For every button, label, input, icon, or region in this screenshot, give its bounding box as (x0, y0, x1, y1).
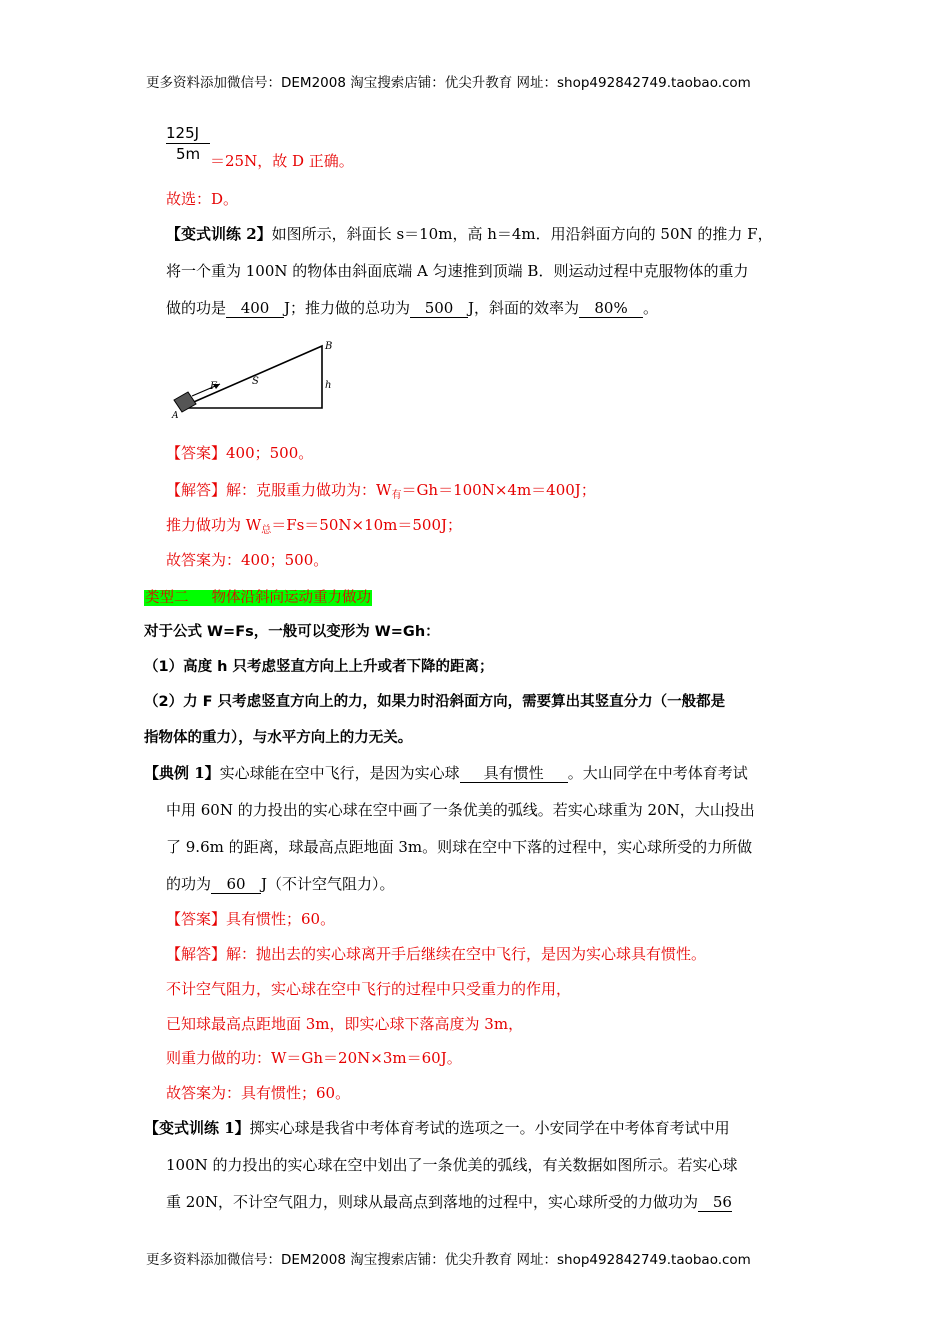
variant2-text3d: 。 (643, 299, 659, 317)
example1-line4 (166, 874, 395, 894)
variant2-line2: 将一个重为 100N 的物体由斜面底端 A 匀速推到顶端 B．则运动过程中克服物体的重力 (166, 262, 749, 280)
variant1-line2: 100N 的力投出的实心球在空中划出了一条优美的弧线，有关数据如图所示。若实心球 (166, 1156, 738, 1174)
variant1-line3 (166, 1192, 732, 1212)
label-h: h (325, 380, 332, 391)
label-F: F (210, 381, 217, 392)
variant1-tag: 【变式训练 1】 (144, 1119, 250, 1137)
example1-sol1-text: 解：抛出去的实心球离开手后继续在空中飞行，是因为实心球具有惯性。 (226, 945, 707, 963)
example1-text1a: 实心球能在空中飞行，是因为实心球 (219, 764, 460, 782)
block-object (174, 392, 196, 412)
variant2-solution1 (166, 480, 596, 503)
example1-line1 (144, 763, 748, 783)
solution-tag: 【解答】 (166, 481, 227, 499)
type2-p3: （2）力 F 只考虑竖直方向上的力，如果力时沿斜面方向，需要算出其竖直分力（一般都是 (144, 694, 726, 710)
variant2-blank2: 500 (410, 299, 468, 318)
type2-heading-label: 类型二 (145, 590, 189, 606)
example1-solution1 (166, 944, 706, 964)
fraction (166, 124, 210, 163)
sol2-text-a: 推力做功为 W (166, 516, 262, 534)
example1-blank2: 60 (211, 875, 261, 894)
example1-line3: 了 9.6m 的距离，球最高点距地面 3m。则球在空中下落的过程中，实心球所受的力所做 (166, 838, 753, 856)
variant2-solution3: 故答案为：400；500。 (166, 551, 329, 569)
fraction-denominator: 5m (176, 145, 201, 163)
type2-p4: 指物体的重力），与水平方向上的力无关。 (144, 730, 413, 746)
label-A: A (172, 411, 179, 420)
fraction-bar (166, 143, 210, 144)
page-footer: 更多资料添加微信号：DEM2008 淘宝搜索店铺：优尖升教育 网址：shop492842749.taobao.com (146, 1252, 751, 1268)
variant2-line1 (166, 224, 773, 244)
variant2-text3a: 做的功是 (166, 299, 227, 317)
page-header: 更多资料添加微信号：DEM2008 淘宝搜索店铺：优尖升教育 网址：shop492842749.taobao.com (146, 75, 751, 91)
example1-text4b: J（不计空气阻力）。 (261, 875, 395, 893)
fraction-numerator: 125J (166, 124, 200, 142)
variant1-text3: 重 20N，不计空气阻力，则球从最高点到落地的过程中，实心球所受的力做功为 (166, 1193, 698, 1211)
variant2-tag: 【变式训练 2】 (166, 225, 272, 243)
example1-tag: 【典例 1】 (144, 764, 220, 782)
choice-text: 故选：D。 (166, 190, 239, 208)
sol2-text-b: ＝Fs＝50N×10m＝500J； (271, 516, 463, 534)
type2-heading (144, 586, 372, 607)
variant2-blank3: 80% (579, 299, 643, 318)
example1-solution4: 则重力做的功：W＝Gh＝20N×3m＝60J。 (166, 1049, 462, 1067)
fraction-result: ＝25N，故 D 正确。 (210, 152, 354, 170)
variant2-solution2 (166, 515, 462, 538)
example1-answer: 【答案】具有惯性；60。 (166, 910, 336, 928)
example1-solution2: 不计空气阻力，实心球在空中飞行的过程中只受重力的作用， (166, 980, 572, 998)
type2-p1: 对于公式 W=Fs，一般可以变形为 W=Gh： (144, 624, 440, 640)
variant2-line3 (166, 298, 658, 318)
sol2-subscript: 总 (261, 525, 272, 536)
label-S: S (252, 376, 259, 387)
type2-p2: （1）高度 h 只考虑竖直方向上上升或者下降的距离； (144, 659, 494, 675)
variant2-answer: 【答案】400；500。 (166, 444, 314, 462)
label-B: B (325, 341, 333, 352)
variant2-text1: 如图所示，斜面长 s＝10m，高 h＝4m．用沿斜面方向的 50N 的推力 F， (271, 225, 773, 243)
type2-heading-title: 物体沿斜向运动重力做功 (190, 590, 373, 606)
variant1-line1 (144, 1118, 730, 1138)
sol1-text-a: 解：克服重力做功为：W (226, 481, 392, 499)
sol1-subscript: 有 (391, 490, 402, 501)
example1-solution3: 已知球最高点距地面 3m，即实心球下落高度为 3m， (166, 1015, 524, 1033)
example1-solution5: 故答案为：具有惯性；60。 (166, 1084, 351, 1102)
example1-blank1: 具有惯性 (460, 764, 568, 783)
variant2-text3c: J，斜面的效率为 (468, 299, 580, 317)
incline-outline (180, 346, 322, 408)
variant2-text3b: J；推力做的总功为 (284, 299, 411, 317)
example1-line2: 中用 60N 的力投出的实心球在空中画了一条优美的弧线。若实心球重为 20N，大山投出 (166, 801, 755, 819)
incline-figure (170, 338, 340, 420)
example1-text1b: 。大山同学在中考体育考试 (567, 764, 748, 782)
sol1-text-b: ＝Gh＝100N×4m＝400J； (401, 481, 596, 499)
example1-solution-tag: 【解答】 (166, 945, 227, 963)
example1-text4a: 的功为 (166, 875, 212, 893)
variant1-blank1: 56 (698, 1193, 732, 1212)
variant1-text1: 掷实心球是我省中考体育考试的选项之一。小安同学在中考体育考试中用 (249, 1119, 730, 1137)
variant2-blank1: 400 (226, 299, 284, 318)
